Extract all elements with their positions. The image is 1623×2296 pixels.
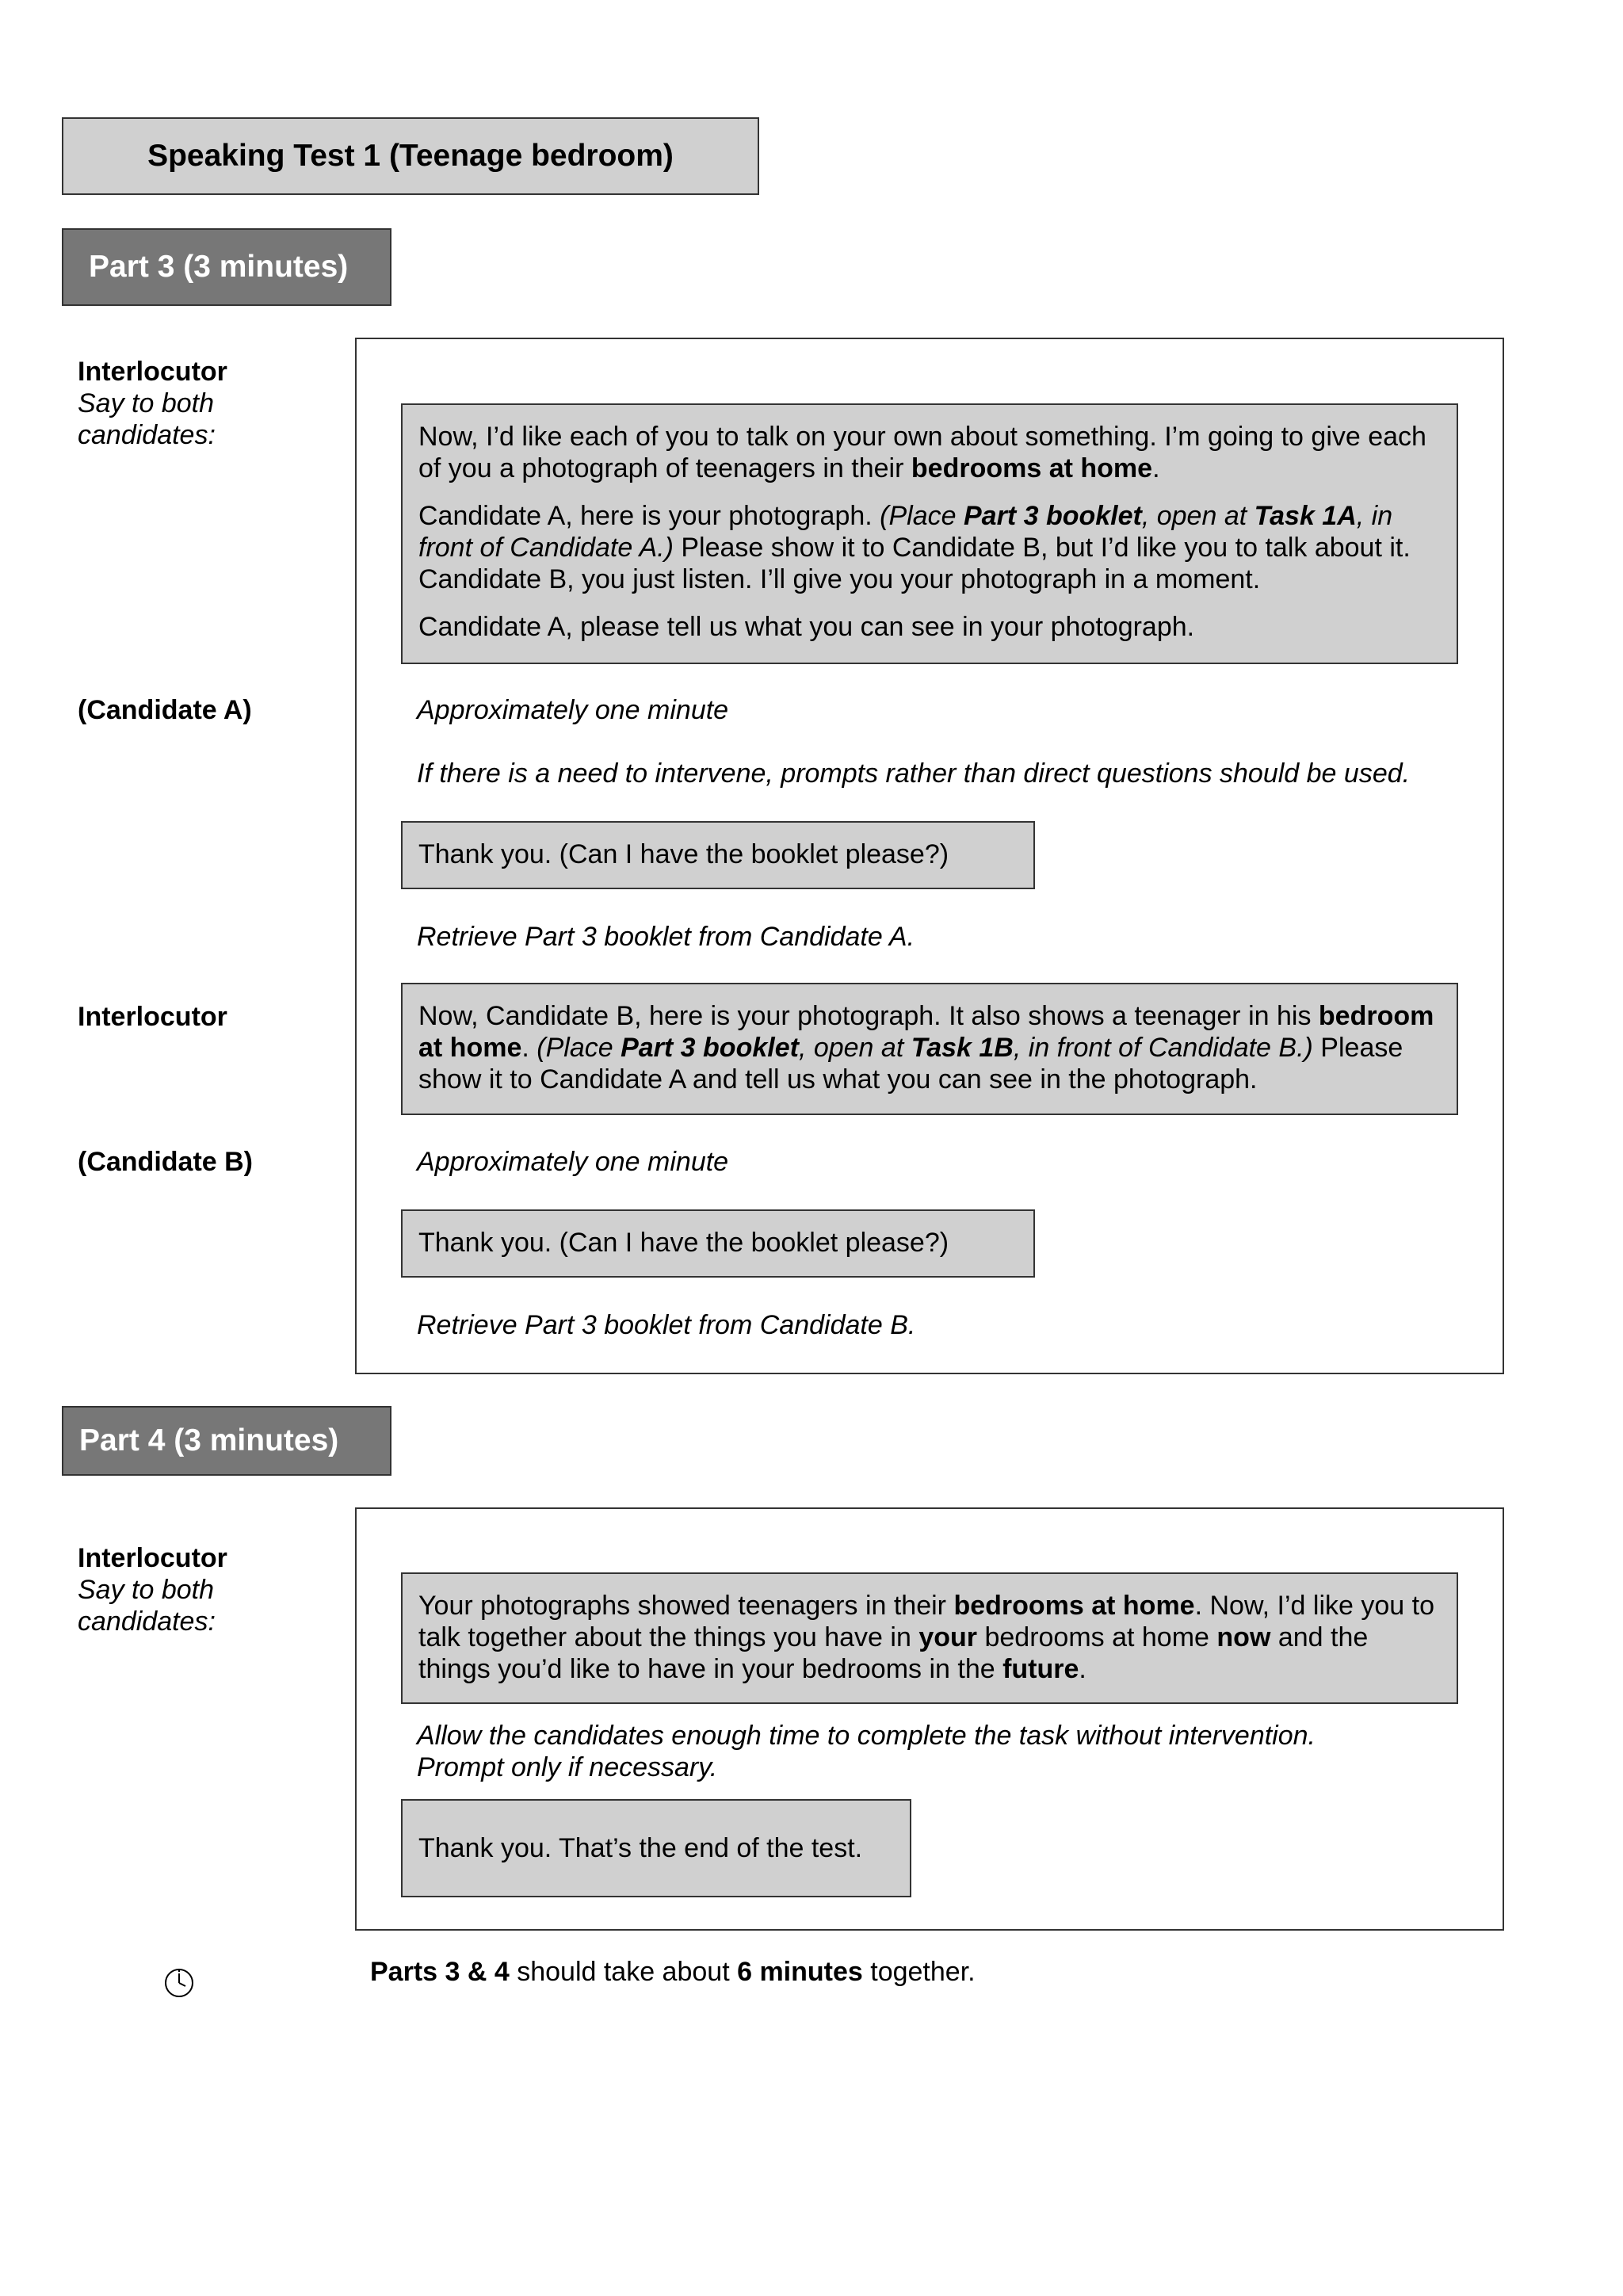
intro-paragraph-2: Candidate A, here is your photograph. (Place Part 3 booklet, open at Task 1A, in front of Candidate A.) Please show it to Candidate B, but I’d like you to talk about it. Candidate B, you just listen. I’ll give you your photograph in a moment. [418, 501, 1411, 594]
intro-paragraph-3: Candidate A, please tell us what you can see in your photograph. [418, 612, 1195, 642]
end-of-test-box: Thank you. That’s the end of the test. [401, 1799, 911, 1897]
part-4-script [401, 1572, 1458, 1704]
approx-time-b: Approximately one minute [417, 1147, 729, 1177]
part-3-heading: Part 3 (3 minutes) [62, 228, 391, 306]
candidate-b-paragraph: Now, Candidate B, here is your photograph. It also shows a teenager in his bedroom at home. (Place Part 3 booklet, open at Task 1B, in front of Candidate B.) Please show it to Candidate A and tell us what you can see in the photograph. [418, 1001, 1434, 1095]
timing-note: Parts 3 & 4 should take about 6 minutes together. [370, 1957, 976, 1987]
part-3-intro-script [401, 403, 1458, 664]
interlocutor-label-part3-b: Interlocutor [78, 1002, 227, 1032]
clock-icon [163, 1967, 195, 1999]
candidate-b-script [401, 983, 1458, 1115]
thank-you-box-b: Thank you. (Can I have the booklet please?) [401, 1209, 1035, 1278]
page-title: Speaking Test 1 (Teenage bedroom) [62, 117, 759, 195]
candidate-b-label: (Candidate B) [78, 1147, 253, 1177]
thank-you-box-a: Thank you. (Can I have the booklet please?) [401, 821, 1035, 889]
interlocutor-label-part4: Interlocutor Say to both candidates: [78, 1543, 227, 1637]
approx-time-a: Approximately one minute [417, 695, 729, 725]
interlocutor-label-part3: Interlocutor Say to both candidates: [78, 357, 227, 450]
part-4-heading: Part 4 (3 minutes) [62, 1406, 391, 1476]
intro-paragraph-1: Now, I’d like each of you to talk on your own about something. I’m going to give each of you a photograph of teenagers in their bedrooms at home. [418, 422, 1426, 483]
retrieve-note-a: Retrieve Part 3 booklet from Candidate A. [417, 922, 915, 952]
part-4-paragraph: Your photographs showed teenagers in their bedrooms at home. Now, I’d like you to talk together about the things you have in your bedrooms at home now and the things you’d like to have in your bedrooms in the future. [418, 1591, 1434, 1684]
retrieve-note-b: Retrieve Part 3 booklet from Candidate B. [417, 1310, 916, 1340]
allow-note: Allow the candidates enough time to complete the task without intervention. Prompt only if necessary. [417, 1721, 1316, 1782]
candidate-a-label: (Candidate A) [78, 695, 252, 725]
intervene-note: If there is a need to intervene, prompts rather than direct questions should be used. [417, 758, 1411, 789]
